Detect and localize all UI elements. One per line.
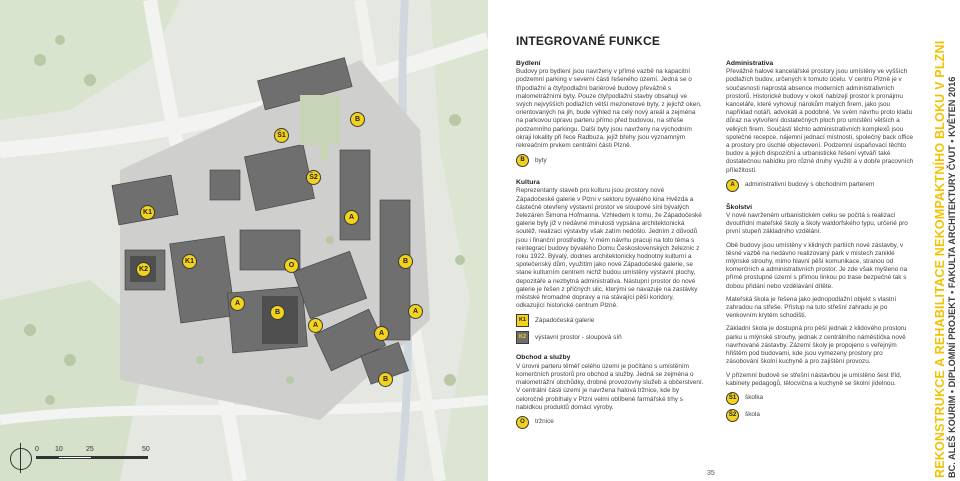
badge-administrativa: A bbox=[230, 296, 245, 311]
legend-item bbox=[516, 314, 704, 327]
right-column bbox=[726, 60, 916, 422]
badge-vystavni-prostor: K2 bbox=[136, 262, 151, 277]
section-text-skolstvi: Základní škola je dostupná pro pěší jednak z klidového prostoru parku u mlýnské strouhy, jednak z centrálního náměstíčka nově navrhované zástavby. Zázemí školy je propojeno s veřejným hřištěm pod budovami, kde jsou vymezeny prostory pro zásobování školní kuchyně a pro zajištění provozu. bbox=[726, 325, 907, 366]
text-area bbox=[488, 0, 928, 481]
badge-skola: Š2 bbox=[306, 170, 321, 185]
section-title-administrativa: Administrativa bbox=[726, 60, 774, 67]
section-text-kultura: Reprezentanty staveb pro kulturu jsou prostory nové Západočeské galerie v Plzni v sektoru bývalého kina Hvězda a částečně otevřený výstavní prostor ve sloupové síni bývalých železáren Šimona Hofmanna. Vzhledem k tomu, že Západočeské galerie byly již v nedávné minulosti vypsána architektonická soutěž, realizaci výstavby však zatím nedošlo. Jedním z důvodů jsou i finanční prostředky. V mém návrhu pracuji na toto téma s reintegrací budovy bývalého Domu Československých železnic z roku 1922. Bývalý, dodnes architektonicky hodnotný kulturní a společenský dům, využitím jako nové Západočeské galerie, se stane kulturním centrem nichž budou umístěny výstavní plochy, depozitáře a nezbytná administrativa. Nástupní prostor do nové galerie je řešen z příčných ulic, kterými se navazuje na zastávky městské hromadné dopravy a na stávající pěší koridory, odkazující historické centrum Plzně. bbox=[516, 187, 702, 310]
badge-administrativa: A bbox=[374, 326, 389, 341]
legend-label: byty bbox=[535, 156, 547, 164]
section-text-skolstvi: V přízemní budově se střešní nástavbou je umístěno šest tříd, kabinety pedagogů, tělocvična a kuchyně se školní jídelnou. bbox=[726, 371, 902, 387]
badge-byty: B bbox=[270, 305, 285, 320]
side-title-strip bbox=[928, 0, 960, 481]
legend-label: školka bbox=[745, 394, 764, 402]
section-title-obchod: Obchod a služby bbox=[516, 354, 571, 362]
badge-trznice: O bbox=[284, 258, 299, 273]
badge-galerie: K1 bbox=[182, 254, 197, 269]
legend-badge: B bbox=[516, 154, 529, 167]
badge-administrativa: A bbox=[408, 304, 423, 319]
north-arrow-icon bbox=[10, 448, 32, 470]
section-text-skolstvi: V nové navrženém urbanistickém celku se počítá s realizací dvoutřídní mateřské školy a školy waldorfského typu, určené pro první stupeň základního vzdělání. bbox=[726, 212, 908, 236]
legend-badge: A bbox=[726, 179, 739, 192]
section-text-administrativa: Převážně halové kancelářské prostory jsou umístěny ve vyšších podlažích budov, určených k tomuto účelu. V centru Plzně je v současnosti naprostá absence moderních administrativních prostorů. Historické budovy v okolí nabízejí prostor k pronájmu kanceláře, které vyhovují nárokům malých firem, jako jsou například notáři, advokáti a podobně. Ve svém návrhu proto kladu důraz na vytvoření dostatečných ploch pro umístění větších a velkých firem. Součástí těchto administrativních komplexů jsou společné recepce, nájemní jednací místnosti, společný back office a prostory pro úschlé objectevení. Podzemní úspaňovací těchto budov a jejich dispoziční a urbanistické řešení vytváří také dostatečnou nabídku pro různé druhy využití a v dobře pracovních příležitostí. bbox=[726, 68, 914, 174]
legend-label: administrativní budovy s obchodním parterem bbox=[745, 181, 875, 189]
badge-skolka: Š1 bbox=[274, 128, 289, 143]
scale-tick: 25 bbox=[86, 446, 94, 453]
section-text-obchod: V úrovni parteru těměř celého území je počítáno s umístěním komerčních prostorů pro obchod a služby. Jedná se zejména o malometrážní obchůdky, drobné provozovny služeb a občerstvení. V centrální části území je navržena halová tržnice, kde by celoročně probíhaly v Plzni velmi oblíbené farmářské trhy s nabídkou produktů domácí výroby. bbox=[516, 362, 704, 411]
badge-byty: B bbox=[378, 372, 393, 387]
badge-galerie: K1 bbox=[140, 205, 155, 220]
legend-badge: Š1 bbox=[726, 392, 739, 405]
scale-tick: 0 bbox=[35, 446, 39, 453]
page-number: 35 bbox=[707, 470, 715, 477]
legend-label: tržnice bbox=[535, 418, 554, 426]
scale-tick: 50 bbox=[142, 446, 150, 453]
scale-tick: 10 bbox=[55, 446, 63, 453]
legend-label: škola bbox=[745, 411, 760, 419]
legend-badge: K2 bbox=[516, 331, 529, 344]
badge-administrativa: A bbox=[308, 318, 323, 333]
side-title: REKONSTRUKCE A REHABILITACE NEKOMPAKTNÍHO BLOKU V PLZNI bbox=[933, 40, 947, 478]
badge-byty: B bbox=[350, 112, 365, 127]
legend-label: výstavní prostor - sloupová síň bbox=[535, 333, 622, 341]
legend-badge: K1 bbox=[516, 314, 529, 327]
legend-badge: O bbox=[516, 416, 529, 429]
section-title-skolstvi: Školství bbox=[726, 203, 753, 211]
side-subtitle: BC. ALEŠ KOURIM • DIPLOMNÍ PROJEKT • FAKULTA ARCHITEKTURY ČVUT • KVĚTEN 2016 bbox=[947, 76, 957, 478]
legend-item bbox=[516, 416, 704, 429]
badge-byty: B bbox=[398, 254, 413, 269]
left-column bbox=[516, 60, 704, 429]
legend-item bbox=[726, 392, 916, 405]
legend-item bbox=[516, 331, 704, 344]
legend-item bbox=[516, 154, 704, 167]
legend-item bbox=[726, 409, 916, 422]
section-title-kultura: Kultura bbox=[516, 179, 540, 187]
page-heading: INTEGROVANÉ FUNKCE bbox=[516, 34, 661, 48]
legend-label: Západočeská galerie bbox=[535, 316, 595, 324]
section-text-bydleni: Budovy pro bydlení jsou navrženy v přímé vazbě na kapacitní podzemní parking v severní části řešeného území. Jedná se o třípodlažní a čtyřpodlažní bariérové budovy převážně s malometrážními byty. Pouze čtyřpodlažní stavby obsahují ve svých nejvyšších podlažích větší mezonetové byty, z jejichž oken, orientovaných na jih, bude výhled na celý nový areál a zejména na parkovou úpravu parteru přímo před budovou, na střeše podzemního parkingu. Další byty jsou navrženy na východním okraji lokality při řece Radbuza, jejíž břehy jsou významným rekreačním prvkem centrální části Plzně. bbox=[516, 68, 702, 150]
section-text-skolstvi: Obě budovy jsou umístěny v klidných partiích nové zástavby, v těsné vazbě na nedávno realizovaný park v místech zaniklé mlýnské strouhy, mimo hlavní pěší komunikace, stranou od komerčních a administrativních prostor. Je zde však myšleno na přímé prostupné území s přímou linkou po trase bezpečné tak s dobou přidání nebo vzdělávání dítěte. bbox=[726, 241, 908, 290]
legend-item bbox=[726, 179, 916, 192]
legend-badge: Š2 bbox=[726, 409, 739, 422]
section-title-bydleni: Bydlení bbox=[516, 60, 541, 67]
badge-administrativa: A bbox=[344, 210, 359, 225]
section-text-skolstvi: Mateřská škola je řešena jako jednopodlažní objekt s vlastní zahradou na střeše. Přístup na tuto střešní zahradu je po venkovním krytém schodišti. bbox=[726, 295, 897, 320]
